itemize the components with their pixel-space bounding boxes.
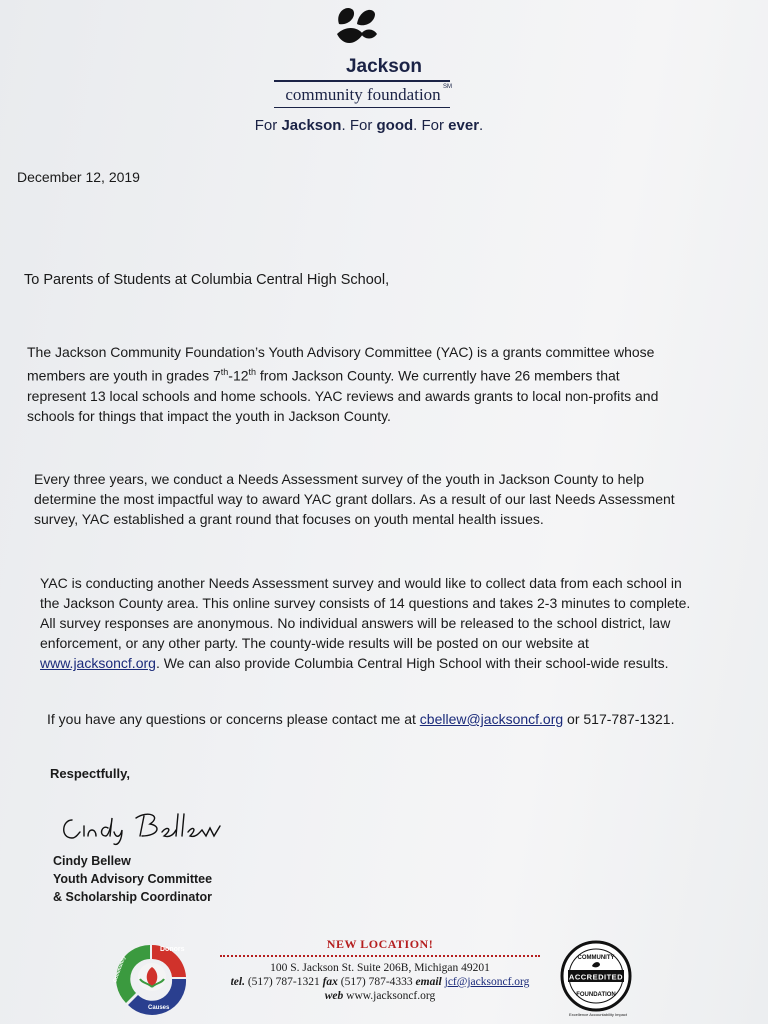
- paragraph-line: represent 13 local schools and home schools. YAC reviews and awards grants to local non-profits and: [27, 387, 659, 404]
- signer-block: [53, 852, 212, 906]
- paragraph-line: determine the most impactful way to award YAC grant dollars. As a result of our last Needs Assessment: [34, 491, 675, 507]
- contact-email-link[interactable]: cbellew@jacksoncf.org: [419, 711, 564, 727]
- phone-fax-email: tel. (517) 787-1321 fax (517) 787-4333 email jcf@jacksoncf.org: [230, 976, 530, 988]
- paragraph-line: members are youth in grades 7th-12th from Jackson County. We currently have 26 members that: [27, 367, 620, 384]
- closing: Respectfully,: [50, 766, 130, 781]
- donors-community-causes-logo: [108, 937, 196, 1017]
- paragraph-line: schools for things that impact the youth in Jackson County.: [27, 407, 391, 424]
- paragraph-line: The Jackson Community Foundation’s Youth Advisory Committee (YAC) is a grants committee whose: [27, 344, 655, 360]
- signer-name: Cindy Bellew: [53, 854, 131, 868]
- letter-date: December 12, 2019: [17, 169, 140, 185]
- donors-label: Donors: [160, 946, 185, 953]
- paragraph-line: YAC is conducting another Needs Assessment survey and would like to collect data from each school in: [40, 575, 682, 591]
- website: web www.jacksoncf.org: [324, 990, 436, 1002]
- tagline: For Jackson. For good. For ever.: [254, 117, 484, 134]
- paragraph-line: the Jackson County area. This online survey consists of 14 questions and takes 2-3 minutes to complete.: [40, 595, 691, 611]
- community-label: Community: [112, 955, 128, 984]
- salutation: To Parents of Students at Columbia Central High School,: [24, 272, 390, 288]
- paragraph-line: Every three years, we conduct a Needs Assessment survey of the youth in Jackson County to help: [34, 471, 645, 487]
- seal-caption: Excellence Accountability Impact: [568, 1012, 628, 1017]
- paragraph-4: [47, 709, 727, 729]
- seal-foundation: FOUNDATION: [576, 992, 616, 998]
- new-location-notice: NEW LOCATION!: [326, 937, 434, 951]
- paragraph-line: If you have any questions or concerns please contact me at cbellew@jacksoncf.org or 517-787-1321.: [47, 711, 675, 727]
- footer-email-link[interactable]: jcf@jacksoncf.org: [444, 976, 530, 988]
- street-address: 100 S. Jackson St. Suite 206B, Michigan 49201: [270, 962, 490, 974]
- seal-accredited: ACCREDITED: [568, 972, 624, 982]
- contact-address: [215, 961, 545, 1003]
- paragraph-2: [34, 469, 714, 529]
- handwritten-signature: [58, 806, 238, 848]
- website-link[interactable]: www.jacksoncf.org: [40, 655, 156, 671]
- signer-title: & Scholarship Coordinator: [53, 890, 213, 904]
- causes-label: Causes: [148, 1005, 170, 1011]
- signer-title: Youth Advisory Committee: [53, 872, 213, 886]
- footer-website-link[interactable]: www.jacksoncf.org: [346, 990, 436, 1002]
- dotted-divider: [220, 955, 540, 957]
- service-mark: SM: [443, 84, 452, 90]
- paragraph-line: enforcement, or any other party. The county-wide results will be posted on our website at: [40, 635, 589, 651]
- header-rule-bottom: [274, 107, 450, 108]
- seal-community: COMMUNITY: [577, 955, 615, 961]
- paragraph-line: All survey responses are anonymous. No individual answers will be released to the school district, law: [40, 615, 671, 631]
- paragraph-line: survey, YAC established a grant round that focuses on youth mental health issues.: [34, 511, 544, 527]
- header-rule-top: [274, 80, 450, 82]
- org-name: Jackson: [345, 56, 423, 77]
- paragraph-3: [40, 573, 730, 673]
- paragraph-line: www.jacksoncf.org. We can also provide Columbia Central High School with their school-wide results.: [40, 655, 669, 671]
- leaf-logo-icon: [333, 4, 379, 50]
- org-subtitle: community foundation: [285, 85, 441, 104]
- paragraph-1: [27, 342, 717, 426]
- accreditation-seal-icon: [560, 940, 632, 1012]
